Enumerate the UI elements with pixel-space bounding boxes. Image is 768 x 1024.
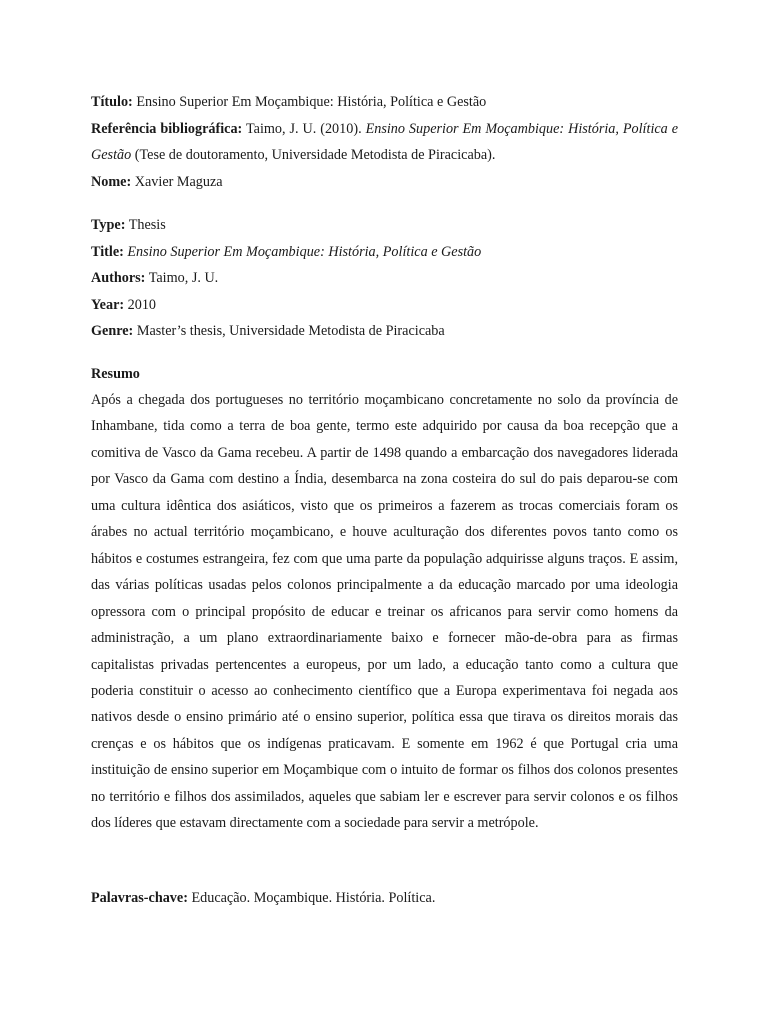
titulo-label: Título: <box>91 94 133 110</box>
nome-line <box>91 169 678 196</box>
type-value: Thesis <box>128 217 166 233</box>
title-value: Ensino Superior Em Moçambique: História, Política e Gestão <box>127 243 482 260</box>
keywords-line <box>91 885 678 912</box>
genre-line <box>91 318 678 345</box>
nome-value: Xavier Maguza <box>134 173 223 190</box>
title-label: Title: <box>91 243 124 260</box>
referencia-line <box>91 116 678 169</box>
authors-value: Taimo, J. U. <box>148 270 219 286</box>
keywords-block <box>91 885 678 912</box>
year-value: 2010 <box>127 296 157 313</box>
type-label: Type: <box>91 217 126 233</box>
referencia-authors: Taimo, J. U. (2010). <box>245 120 362 137</box>
titulo-value: Ensino Superior Em Moçambique: História, Política e Gestão <box>136 94 487 110</box>
titulo-line <box>91 89 678 116</box>
resumo-section <box>91 361 678 837</box>
title-line <box>91 239 678 266</box>
referencia-rest: (Tese de doutoramento, Universidade Metodista de Piracicaba). <box>134 147 496 163</box>
metadata-block <box>91 212 678 345</box>
citation-block <box>91 89 678 195</box>
year-line <box>91 292 678 319</box>
year-label: Year: <box>91 296 125 313</box>
type-line <box>91 212 678 239</box>
referencia-title: Ensino Superior Em Moçambique: História, Política e Gestão <box>91 120 679 163</box>
genre-label: Genre: <box>91 323 134 339</box>
keywords-value: Educação. Moçambique. História. Política. <box>191 890 436 906</box>
authors-label: Authors: <box>91 270 146 286</box>
authors-line <box>91 265 678 292</box>
nome-label: Nome: <box>91 173 132 190</box>
genre-value: Master’s thesis, Universidade Metodista de Piracicaba <box>136 323 445 339</box>
resumo-body: Após a chegada dos portugueses no território moçambicano concretamente no solo da província de Inhambane, tida como a terra de boa gente, termo este adquirido por causa da boa recepção que a comitiva de Vasco da Gama recebeu. A partir de 1498 quando a embarcação dos navegadores liderada por Vasco da Gama com destino a Índia, desembarca na zona costeira do sul do pais deparou-se com uma cultura idêntica dos asiáticos, visto que os primeiros a fazerem as trocas comerciais foram os árabes no actual território moçambicano, e houve aculturação dos diferentes povos tanto como os hábitos e costumes estrangeira, fez com que uma parte da população adquirisse alguns traços. E assim, das várias políticas usadas pelos colonos principalmente a da educação marcado por uma ideologia opressora com o principal propósito de educar e treinar os africanos para servir como homens da administração, a um plano extraordinariamente baixo e fornecer mão-de-obra para as firmas capitalistas privadas pertencentes a europeus, por um lado, a educação tanto como a cultura que poderia constituir o acesso ao conhecimento científico que a Europa experimentava foi negada aos nativos desde o ensino primário até o ensino superior, política essa que tirava os direitos morais das crenças e os hábitos que os indígenas praticavam. E somente em 1962 é que Portugal cria uma instituição de ensino superior em Moçambique com o intuito de formar os filhos dos colonos presentes no território e filhos dos assimilados, aqueles que sabiam ler e escrever para servir colonos e os filhos dos líderes que estavam directamente com a sociedade para servir a metrópole. <box>91 392 678 832</box>
resumo-heading: Resumo <box>91 366 140 382</box>
keywords-label: Palavras-chave: <box>91 890 188 906</box>
referencia-label: Referência bibliográfica: <box>91 120 243 137</box>
